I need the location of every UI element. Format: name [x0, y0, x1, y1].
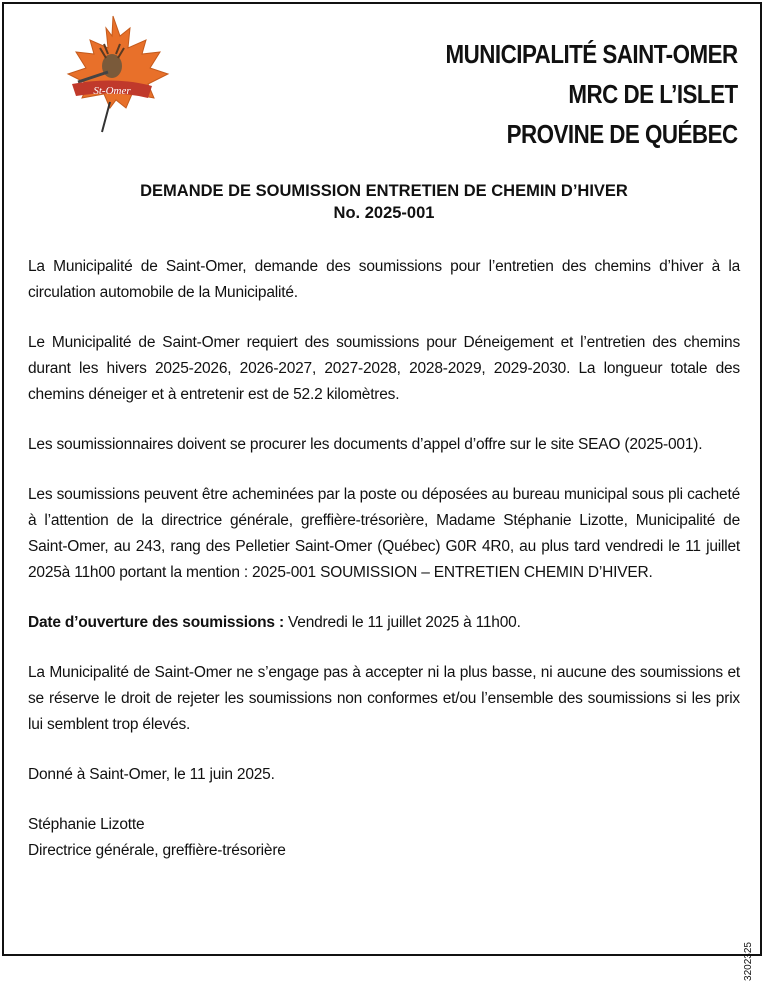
opening-date-label: Date d’ouverture des soumissions : [28, 614, 284, 631]
notice-title [4, 180, 764, 224]
notice-title-main: DEMANDE DE SOUMISSION ENTRETIEN DE CHEMIN D’HIVER [140, 182, 628, 200]
paragraph-requirements: Le Municipalité de Saint-Omer requiert des soumissions pour Déneigement et l’entretien des chemins durant les hivers 2025-2026, 2026-2027, 2027-2028, 2028-2029, 2029-2030. La longueur totale des chemins déneiger et à entretenir est de 52.2 kilomètres. [28, 334, 740, 403]
notice-body [28, 254, 740, 864]
notice-frame [2, 2, 762, 981]
paragraph-documents: Les soumissionnaires doivent se procurer les documents d’appel d’offre sur le site SEAO (2025-001). [28, 436, 703, 453]
header [446, 34, 738, 154]
paragraph-disclaimer: La Municipalité de Saint-Omer ne s’engage pas à accepter ni la plus basse, ni aucune des soumissions et se réserve le droit de rejeter les soumissions non conformes et/ou l’ensemble des soumissions si les prix lui semblent trop élevés. [28, 664, 740, 733]
header-mrc: MRC DE L’ISLET [568, 79, 738, 109]
header-municipality: MUNICIPALITÉ SAINT-OMER [445, 39, 738, 69]
municipality-logo [48, 14, 178, 134]
logo-text: St-Omer [93, 85, 131, 97]
signature-name: Stéphanie Lizotte [28, 816, 145, 833]
paragraph-date-given: Donné à Saint-Omer, le 11 juin 2025. [28, 766, 275, 783]
paragraph-intro: La Municipalité de Saint-Omer, demande des soumissions pour l’entretien des chemins d’hiver à la circulation automobile de la Municipalité. [28, 258, 740, 301]
notice-title-number: No. 2025-001 [333, 204, 435, 222]
paragraph-opening-date [28, 610, 740, 636]
maple-leaf-icon [48, 14, 178, 134]
signature-role: Directrice générale, greffière-trésorière [28, 842, 286, 859]
paragraph-submission: Les soumissions peuvent être acheminées par la poste ou déposées au bureau municipal sous pli cacheté à l’attention de la directrice générale, greffière-trésorière, Madame Stéphanie Lizotte, Municipalité de Saint-Omer, au 243, rang des Pelletier Saint-Omer (Québec) G0R 4R0, au plus tard vendredi le 11 juillet 2025à 11h00 portant la mention : 2025-001 SOUMISSION – ENTRETIEN CHEMIN D’HIVER. [28, 486, 740, 581]
opening-date-value: Vendredi le 11 juillet 2025 à 11h00. [283, 614, 521, 631]
reference-code: 3202325 [743, 942, 754, 981]
header-province: PROVINE DE QUÉBEC [506, 119, 738, 149]
